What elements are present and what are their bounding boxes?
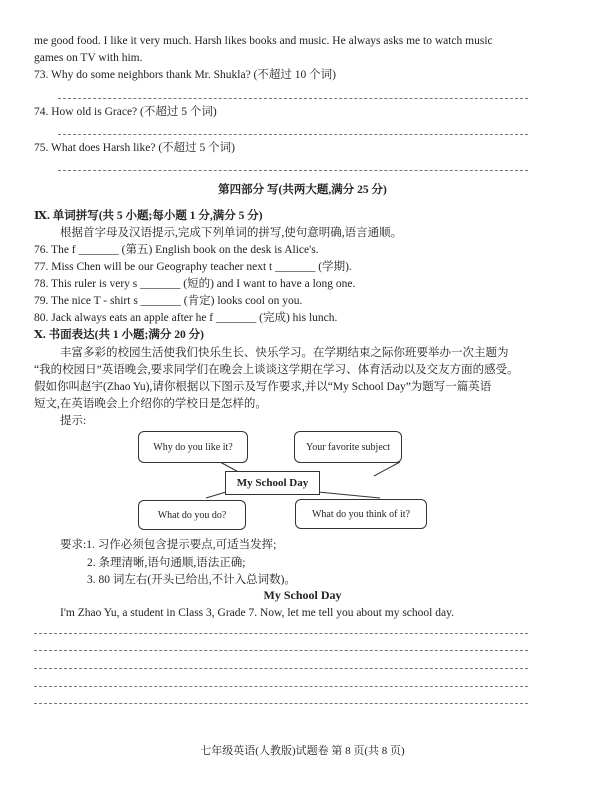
diagram-box-bottom-right: What do you think of it?	[295, 499, 427, 529]
question-75: 75. What does Harsh like? (不超过 5 个词)	[34, 142, 235, 154]
requirement-3: 3. 80 词左右(开头已给出,不计入总词数)。	[87, 574, 296, 586]
essay-line-3[interactable]	[34, 668, 528, 669]
passage-line-2: games on TV with him.	[34, 52, 143, 64]
diagram-box-top-left: Why do you like it?	[138, 431, 248, 463]
requirement-2: 2. 条理清晰,语句通顺,语法正确;	[87, 557, 246, 569]
hint-label: 提示:	[60, 415, 87, 427]
part4-title: 第四部分 写(共两大题,满分 25 分)	[218, 184, 387, 196]
section10-para-2: “我的校园日”英语晚会,要求同学们在晚会上谈谈这学期在学习、体育活动以及交友方面的感受。	[34, 364, 519, 376]
diagram-box-top-right: Your favorite subject	[294, 431, 402, 463]
passage-line-1: me good food. I like it very much. Harsh likes books and music. He always asks me to watch music	[34, 35, 493, 47]
item-78: 78. This ruler is very s _______ (短的) and I want to have a long one.	[34, 278, 356, 290]
essay-line-4[interactable]	[34, 686, 528, 687]
item-80: 80. Jack always eats an apple after he f _______ (完成) his lunch.	[34, 312, 338, 324]
essay-title: My School Day	[263, 588, 342, 602]
section9-title: Ⅸ. 单词拼写(共 5 小题;每小题 1 分,满分 5 分)	[34, 210, 263, 222]
item-79: 79. The nice T - shirt s _______ (肯定) looks cool on you.	[34, 295, 303, 307]
section10-para-3: 假如你叫赵宇(Zhao Yu),请你根据以下图示及写作要求,并以“My School Day”为题写一篇英语	[34, 381, 492, 393]
essay-line-5[interactable]	[34, 703, 528, 704]
diagram-center: My School Day	[225, 471, 320, 495]
requirement-1: 要求:1. 习作必须包含提示要点,可适当发挥;	[60, 539, 277, 551]
section10-title: Ⅹ. 书面表达(共 1 小题;满分 20 分)	[34, 329, 204, 341]
question-73: 73. Why do some neighbors thank Mr. Shukla? (不超过 10 个词)	[34, 69, 336, 81]
page-footer: 七年级英语(人教版)试题卷 第 8 页(共 8 页)	[200, 745, 405, 757]
essay-line-2[interactable]	[34, 650, 528, 651]
essay-start: I'm Zhao Yu, a student in Class 3, Grade 7. Now, let me tell you about my school day.	[60, 607, 454, 619]
section10-para-1: 丰富多彩的校园生活使我们快乐生长、快乐学习。在学期结束之际你班要举办一次主题为	[60, 347, 509, 359]
diagram-box-bottom-left: What do you do?	[138, 500, 246, 530]
essay-line-1[interactable]	[34, 633, 528, 634]
item-77: 77. Miss Chen will be our Geography teacher next t _______ (学期).	[34, 261, 352, 273]
item-76: 76. The f _______ (第五) English book on the desk is Alice's.	[34, 244, 319, 256]
section10-para-4: 短文,在英语晚会上介绍你的学校日是怎样的。	[34, 398, 267, 410]
question-74: 74. How old is Grace? (不超过 5 个词)	[34, 106, 217, 118]
section9-instruction: 根据首字母及汉语提示,完成下列单词的拼写,使句意明确,语言通顺。	[60, 227, 403, 239]
